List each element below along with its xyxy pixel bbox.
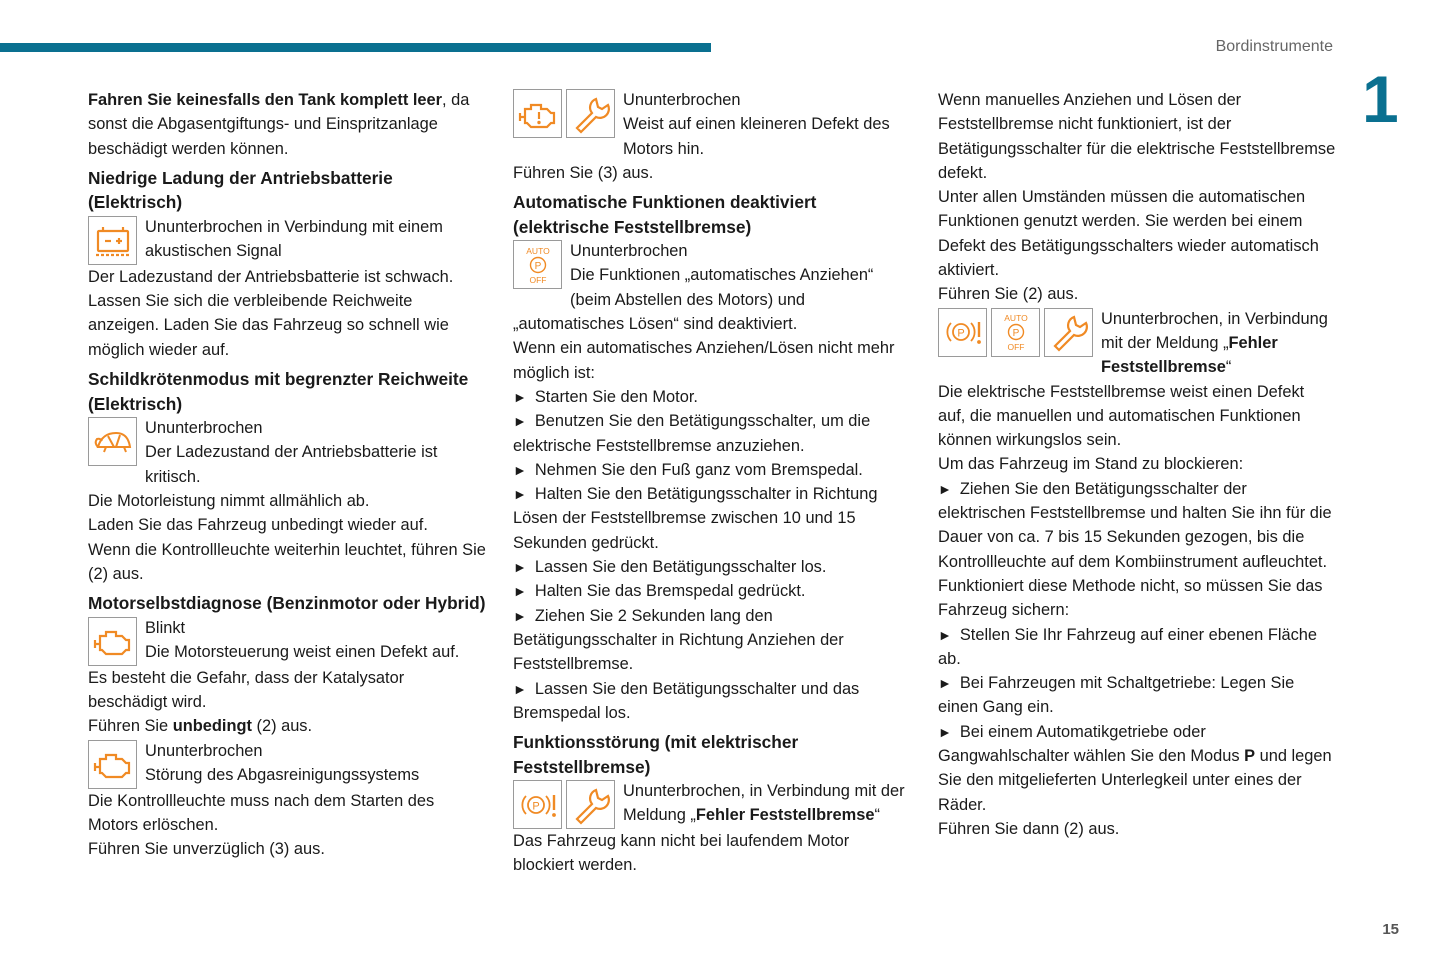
auto-step: ► Lassen Sie den Betätigungsschalter und das Bremspedal los. [513,679,860,722]
diag-text-2a: Störung des Abgasreinigungssystems [145,765,420,784]
manual-text-a: Wenn manuelles Anziehen und Lösen der Feststellbremse nicht funktioniert, ist der Betätigungsschalter für die elektrische Feststellbremse defekt. [938,91,1336,182]
turtle-text-a: Der Ladezustand der Antriebsbatterie ist kritisch. [145,443,438,486]
wrench-icon [566,89,615,138]
minor-status: Ununterbrochen [623,91,741,109]
svg-text:P: P [1012,328,1019,340]
header-accent-bar [0,43,711,52]
svg-text:AUTO: AUTO [1003,313,1028,324]
fault-icon-group [513,780,615,829]
auto-step: ► Halten Sie das Bremspedal gedrückt. [513,582,806,601]
engine-warning-icon [513,89,562,138]
auto-text-a: Die Funktionen „automatisches Anziehen“ (beim Abstellen des Motors) und „automatisches Lösen“ sind deaktiviert. [513,266,874,334]
auto-park-off-icon [513,240,562,289]
turtle-text-b: Die Motorleistung nimmt allmählich ab. [88,491,370,510]
svg-text:OFF: OFF [529,274,546,285]
auto-heading: Automatische Funktionen deaktiviert (elektrische Feststellbremse) [513,192,817,237]
auto-text-b: Wenn ein automatisches Anziehen/Lösen nicht mehr möglich ist: [513,339,895,382]
auto-step: ► Nehmen Sie den Fuß ganz vom Bremspedal. [513,460,863,479]
section-title: Bordinstrumente [1215,38,1333,55]
fault2-step: ► Ziehen Sie den Betätigungsschalter der elektrischen Feststellbremse und halten Sie ihn für die Dauer von ca. 7 bis 15 Sekunden gezogen, bis die Kontrollleuchte auf dem Kombiinstrument aufleuchtet. [938,479,1332,571]
auto-step: ► Starten Sie den Motor. [513,387,698,406]
fault2-step: ► Bei einem Automatikgetriebe oder Gangwahlschalter wählen Sie den Modus P und legen Sie den mitgelieferten Unterlegkeil unter eines der Räder. [938,722,1332,814]
battery-status: Ununterbrochen in Verbindung mit einem akustischen Signal [145,217,443,261]
park-brake-fault-icon [513,780,562,829]
intro-bold: Fahren Sie keinesfalls den Tank komplett leer [88,91,443,109]
intro-paragraph [88,88,486,161]
turtle-icon [88,417,137,466]
intro-rest: , da sonst die Abgasentgiftungs- und Einspritzanlage beschädigt werden können. [88,91,470,158]
svg-text:OFF: OFF [1007,342,1024,353]
column-3 [938,88,1336,841]
column-2 [513,88,911,878]
fault-heading: Funktionsstörung (mit elektrischer Feststellbremse) [513,732,799,777]
auto-park-off-icon [991,308,1040,357]
battery-warning-icon [88,216,137,265]
fault2-action: Führen Sie dann (2) aus. [938,819,1120,838]
diag-action-2: Führen Sie unverzüglich (3) aus. [88,840,325,859]
diag-text-2b: Die Kontrollleuchte muss nach dem Starten des Motors erlöschen. [88,791,435,834]
turtle-status: Ununterbrochen [145,419,263,438]
column-1 [88,88,486,861]
svg-text:AUTO: AUTO [525,245,550,256]
diag-status-2: Ununterbrochen [145,741,263,760]
minor-defect-icon-group [513,89,615,138]
fault2-status: Ununterbrochen, in Verbindung mit der Meldung „Fehler Feststellbremse“ [1101,309,1328,377]
battery-icon-group [88,216,137,265]
diag-action-1: Führen Sie unbedingt (2) aus. [88,717,313,736]
turtle-text-c: Laden Sie das Fahrzeug unbedingt wieder auf. [88,516,428,535]
diag-heading: Motorselbstdiagnose (Benzinmotor oder Hybrid) [88,593,486,614]
wrench-icon [1044,308,1093,357]
turtle-icon-group [88,417,137,466]
page-number: 15 [1382,921,1399,938]
turtle-text-d: Wenn die Kontrollleuchte weiterhin leuchtet, führen Sie (2) aus. [88,540,486,583]
fault2-text-b: Um das Fahrzeug im Stand zu blockieren: [938,455,1244,474]
fault2-icon-group [938,308,1093,357]
turtle-heading: Schildkrötenmodus mit begrenzter Reichweite (Elektrisch) [88,369,469,414]
park-brake-fault-icon [938,308,987,357]
battery-text: Der Ladezustand der Antriebsbatterie ist schwach. Lassen Sie sich die verbleibende Reichweite anzeigen. Laden Sie das Fahrzeug so schnell wie möglich wieder auf. [88,267,454,359]
diag-text-1b: Es besteht die Gefahr, dass der Katalysator beschädigt wird. [88,668,405,711]
auto-step: ► Benutzen Sie den Betätigungsschalter, um die elektrische Feststellbremse anzuziehen. [513,412,871,455]
minor-text: Weist auf einen kleineren Defekt des Motors hin. [623,115,890,158]
auto-status: Ununterbrochen [570,242,688,261]
fault2-step: ► Stellen Sie Ihr Fahrzeug auf einer ebenen Fläche ab. [938,625,1318,668]
minor-action: Führen Sie (3) aus. [513,163,654,182]
fault-status: Ununterbrochen, in Verbindung mit der Meldung „Fehler Feststellbremse“ [623,782,905,825]
fault2-text-a: Die elektrische Feststellbremse weist einen Defekt auf, die manuellen und automatischen Funktionen können wirkungslos sein. [938,382,1305,450]
diag-text-1a: Die Motorsteuerung weist einen Defekt auf. [145,642,460,661]
auto-step: ► Halten Sie den Betätigungsschalter in Richtung Lösen der Feststellbremse zwischen 10 und 15 Sekunden gedrückt. [513,485,878,552]
fault2-text-c: Funktioniert diese Methode nicht, so müssen Sie das Fahrzeug sichern: [938,576,1323,620]
engine-icon [88,617,137,666]
fault2-step: ► Bei Fahrzeugen mit Schaltgetriebe: Legen Sie einen Gang ein. [938,674,1295,717]
svg-text:P: P [956,327,965,340]
svg-text:P: P [534,260,541,272]
manual-text-b: Unter allen Umständen müssen die automatischen Funktionen genutzt werden. Sie werden bei einem Defekt des Betätigungsschalters wieder automatisch aktiviert. [938,188,1319,280]
auto-step: ► Lassen Sie den Betätigungsschalter los. [513,558,827,577]
fault-text: Das Fahrzeug kann nicht bei laufendem Motor blockiert werden. [513,832,850,875]
auto-step: ► Ziehen Sie 2 Sekunden lang den Betätigungsschalter in Richtung Anziehen der Feststellbremse. [513,606,844,674]
diag-status-1: Blinkt [145,618,186,637]
auto-icon-group [513,240,562,289]
wrench-icon [566,780,615,829]
manual-action: Führen Sie (2) aus. [938,285,1079,304]
svg-text:P: P [531,800,540,813]
chapter-number: 1 [1362,62,1399,136]
engine-icon [88,740,137,789]
engine-icon-group-1 [88,617,137,666]
engine-icon-group-2 [88,740,137,789]
battery-heading: Niedrige Ladung der Antriebsbatterie (Elektrisch) [88,167,393,213]
